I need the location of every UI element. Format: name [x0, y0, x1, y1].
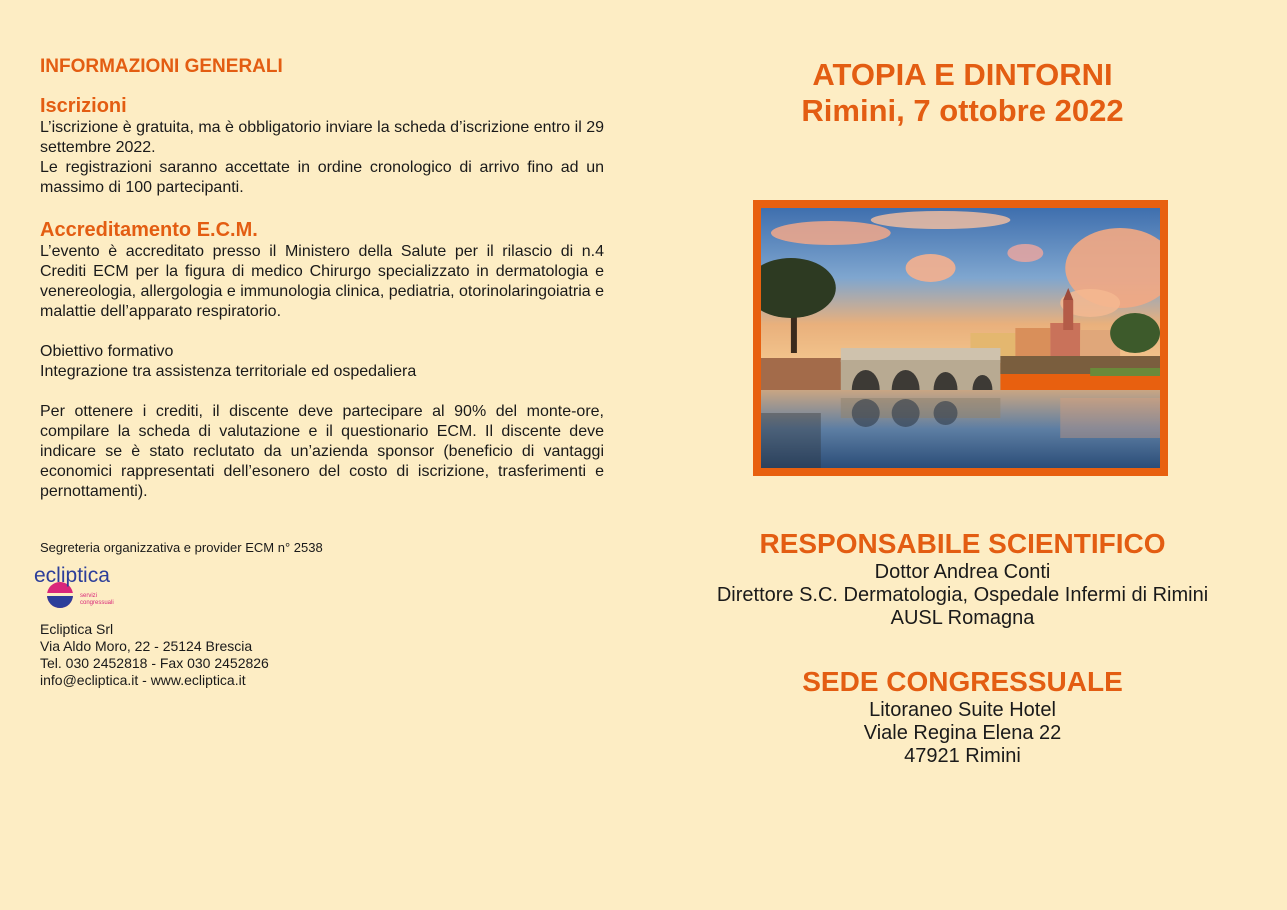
general-info-section [40, 56, 604, 522]
responsabile-section [640, 527, 1285, 630]
ecliptica-logo [34, 562, 144, 612]
company-phone: Tel. 030 2452818 - Fax 030 2452826 [40, 655, 269, 671]
ecm-text-2: Per ottenere i crediti, il discente deve partecipare al 90% del monte-ore, compilare la scheda di valutazione e il questionario ECM. Il discente deve indicare se è stato reclutato da un’azienda sponsor (beneficio di vantaggi economici rappresentati dell’esonero del costo di iscrizione, trasferimenti e pernottamenti). [40, 403, 604, 500]
iscrizioni-text-2: Le registrazioni saranno accettate in ordine cronologico di arrivo fino ad un massimo di 100 partecipanti. [40, 159, 604, 196]
sede-venue: Litoraneo Suite Hotel [869, 699, 1056, 721]
sede-title: SEDE CONGRESSUALE [802, 666, 1123, 697]
logo-tagline-2: congressuali [80, 600, 114, 606]
event-title-line2: Rimini, 7 ottobre 2022 [801, 93, 1124, 128]
company-name: Ecliptica Srl [40, 621, 114, 637]
segreteria-text: Segreteria organizzativa e provider ECM n° 2538 [40, 540, 323, 555]
responsabile-role: Direttore S.C. Dermatologia, Ospedale Infermi di Rimini [716, 584, 1209, 606]
ecm-title: Accreditamento E.C.M. [40, 219, 258, 241]
iscrizioni-title: Iscrizioni [40, 95, 127, 117]
obiettivo-text: Integrazione tra assistenza territoriale ed ospedaliera [40, 363, 417, 380]
logo-tagline-1: servizi [80, 593, 98, 599]
rimini-bridge-photo [753, 200, 1168, 476]
sede-city: 47921 Rimini [904, 745, 1021, 767]
company-address: Via Aldo Moro, 22 - 25124 Brescia [40, 638, 253, 654]
obiettivo-label: Obiettivo formativo [40, 343, 174, 360]
company-contact: info@ecliptica.it - www.ecliptica.it [40, 672, 246, 688]
ecm-text-1: L’evento è accreditato presso il Ministero della Salute per il rilascio di n.4 Crediti ECM per la figura di medico Chirurgo specializzato in dermatologia e venereologia, allergologia e immunologia clinica, pediatria, otorinolaringoiatria e malattie dell’apparato respiratorio. [40, 243, 604, 320]
event-title-line1: ATOPIA E DINTORNI [812, 57, 1113, 92]
iscrizioni-text-1: L’iscrizione è gratuita, ma è obbligatorio inviare la scheda d’iscrizione entro il 29 settembre 2022. [40, 119, 604, 156]
iscrizioni-block [40, 94, 604, 198]
ecm-block [40, 218, 604, 502]
logo-wordmark: ecliptica [34, 564, 110, 587]
responsabile-org: AUSL Romagna [890, 607, 1035, 629]
event-title [640, 57, 1285, 129]
responsabile-title: RESPONSABILE SCIENTIFICO [759, 528, 1166, 559]
company-info [40, 621, 269, 689]
responsabile-name: Dottor Andrea Conti [874, 561, 1051, 583]
general-info-heading: INFORMAZIONI GENERALI [40, 56, 283, 77]
sede-street: Viale Regina Elena 22 [863, 722, 1062, 744]
sede-section [640, 665, 1285, 768]
